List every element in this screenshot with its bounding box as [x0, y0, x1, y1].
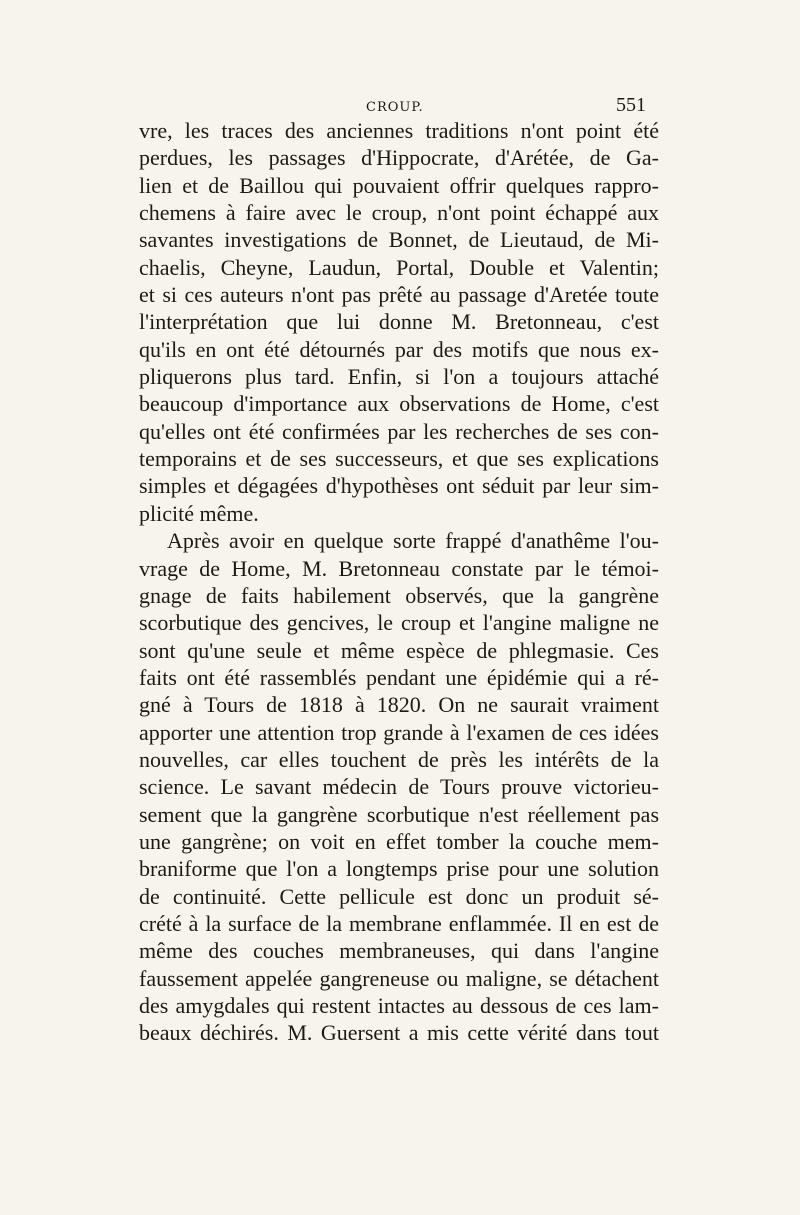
text-line: science. Le savant médecin de Tours prouve victorieu- — [139, 774, 659, 800]
text-line: gnage de faits habilement observés, que la gangrène — [139, 582, 659, 608]
text-line: beaux déchirés. M. Guersent a mis cette vérité dans tout — [139, 1020, 659, 1046]
text-line: faits ont été rassemblés pendant une épidémie qui a ré- — [139, 664, 659, 690]
text-line: qu'elles ont été confirmées par les recherches de ses con- — [139, 418, 659, 444]
text-line: gné à Tours de 1818 à 1820. On ne saurait vraiment — [139, 692, 659, 718]
text-line: apporter une attention trop grande à l'examen de ces idées — [139, 719, 659, 745]
text-line: de continuité. Cette pellicule est donc un produit sé- — [139, 883, 659, 909]
text-line: sont qu'une seule et même espèce de phlegmasie. Ces — [139, 637, 659, 663]
page-number: 551 — [616, 94, 646, 116]
text-line: une gangrène; on voit en effet tomber la couche mem- — [139, 828, 659, 854]
running-head: CROUP. — [366, 100, 424, 115]
text-line: vrage de Home, M. Bretonneau constate par le témoi- — [139, 555, 659, 581]
paragraph-end-line: plicité même. — [139, 500, 259, 526]
text-line: crété à la surface de la membrane enflammée. Il en est de — [139, 910, 659, 936]
body-text — [139, 117, 659, 1047]
text-line: faussement appelée gangreneuse ou maligne, se détachent — [139, 965, 659, 991]
text-line: lien et de Baillou qui pouvaient offrir quelques rappro- — [139, 172, 659, 198]
text-line: scorbutique des gencives, le croup et l'angine maligne ne — [139, 610, 659, 636]
text-line: des amygdales qui restent intactes au dessous de ces lam- — [139, 993, 659, 1018]
text-line: sement que la gangrène scorbutique n'est réellement pas — [139, 801, 659, 827]
text-line: simples et dégagées d'hypothèses ont séduit par leur sim- — [139, 473, 659, 499]
text-line: l'interprétation que lui donne M. Bretonneau, c'est — [139, 309, 659, 335]
text-line: chemens à faire avec le croup, n'ont point échappé aux — [139, 200, 659, 226]
text-line: même des couches membraneuses, qui dans l'angine — [139, 938, 659, 964]
text-line: beaucoup d'importance aux observations de Home, c'est — [139, 391, 659, 417]
text-line: temporains et de ses successeurs, et que ses explications — [139, 446, 659, 472]
text-line: chaelis, Cheyne, Laudun, Portal, Double et Valentin; — [139, 254, 659, 280]
text-line: nouvelles, car elles touchent de près les intérêts de la — [139, 746, 659, 772]
text-line: pliquerons plus tard. Enfin, si l'on a toujours attaché — [139, 364, 659, 390]
paragraph-start-line: Après avoir en quelque sorte frappé d'anathême l'ou- — [167, 528, 659, 554]
text-line: et si ces auteurs n'ont pas prêté au passage d'Aretée toute — [139, 282, 659, 308]
text-line: braniforme que l'on a longtemps prise pour une solution — [139, 856, 659, 882]
text-line: perdues, les passages d'Hippocrate, d'Arétée, de Ga- — [139, 145, 659, 171]
text-line: savantes investigations de Bonnet, de Lieutaud, de Mi- — [139, 227, 659, 253]
text-line: qu'ils en ont été détournés par des motifs que nous ex- — [139, 336, 659, 362]
text-line: vre, les traces des anciennes traditions n'ont point été — [139, 118, 659, 143]
